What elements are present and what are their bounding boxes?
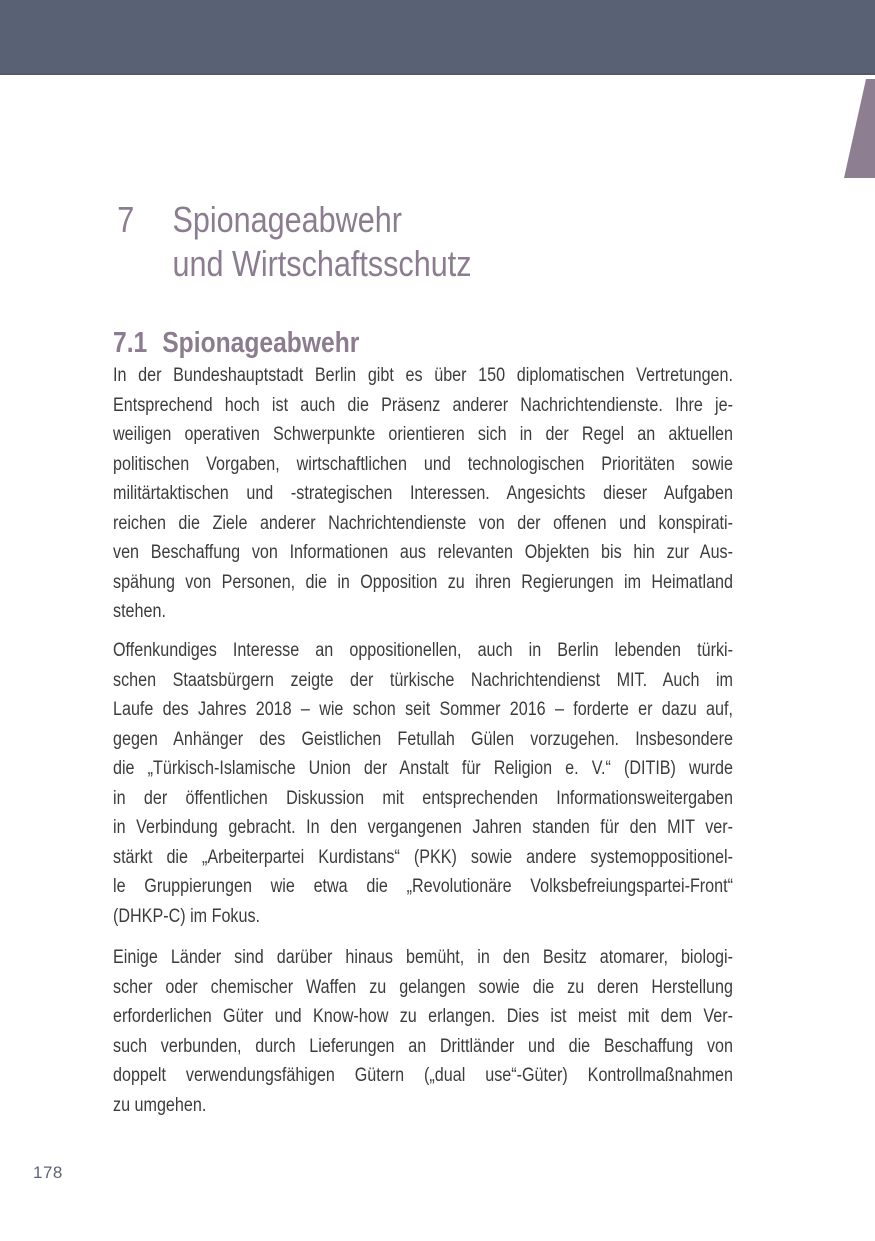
chapter-title-line1: Spionageabwehr bbox=[172, 199, 402, 240]
text-line: (DHKP-C) im Fokus. bbox=[113, 905, 261, 927]
text-line: in der öffentlichen Diskussion mit entsprechenden Informationsweitergaben bbox=[113, 787, 733, 809]
text-line: gegen Anhänger des Geistlichen Fetullah Gülen vorzugehen. Insbesondere bbox=[113, 728, 733, 750]
section-heading bbox=[113, 327, 359, 360]
chapter-number: 7 bbox=[117, 199, 135, 240]
text-line: ven Beschaffung von Informationen aus relevanten Objekten bis hin zur Aus- bbox=[113, 542, 733, 563]
text-line: politischen Vorgaben, wirtschaftlichen und technologischen Prioritäten sowie bbox=[113, 453, 733, 475]
text-line: militärtaktischen und -strategischen Interessen. Angesichts dieser Aufgaben bbox=[113, 483, 733, 504]
body-paragraph-2 bbox=[113, 636, 733, 931]
text-line: stehen. bbox=[113, 601, 166, 622]
section-title: Spionageabwehr bbox=[162, 327, 360, 359]
text-line: scher oder chemischer Waffen zu gelangen sowie die zu deren Herstellung bbox=[113, 976, 733, 998]
text-line: die „Türkisch-Islamische Union der Anstalt für Religion e. V.“ (DITIB) wurde bbox=[113, 758, 733, 779]
page-number: 178 bbox=[33, 1163, 63, 1182]
chapter-title-line2: und Wirtschaftsschutz bbox=[172, 243, 472, 284]
text-line: In der Bundeshauptstadt Berlin gibt es über 150 diplomatischen Vertretungen. bbox=[113, 365, 733, 386]
text-line: Einige Länder sind darüber hinaus bemüht, in den Besitz atomarer, biologi- bbox=[113, 947, 733, 968]
text-line: schen Staatsbürgern zeigte der türkische Nachrichtendienst MIT. Auch im bbox=[113, 669, 733, 691]
text-line: erforderlichen Güter und Know-how zu erlangen. Dies ist meist mit dem Ver- bbox=[113, 1006, 733, 1027]
content-column bbox=[113, 0, 733, 1241]
numeral-seven-shape bbox=[844, 79, 875, 178]
chapter-title bbox=[172, 198, 471, 286]
text-line: doppelt verwendungsfähigen Gütern („dual use“-Güter) Kontrollmaßnahmen bbox=[113, 1065, 733, 1086]
text-line: stärkt die „Arbeiterpartei Kurdistans“ (PKK) sowie andere systemoppositionel- bbox=[113, 846, 733, 868]
text-line: reichen die Ziele anderer Nachrichtendienste von der offenen und konspirati- bbox=[113, 512, 733, 534]
text-line: Entsprechend hoch ist auch die Präsenz anderer Nachrichtendienste. Ihre je- bbox=[113, 394, 733, 416]
text-line: le Gruppierungen wie etwa die „Revolutionäre Volksbefreiungspartei-Front“ bbox=[113, 876, 733, 897]
text-line: such verbunden, durch Lieferungen an Drittländer und die Beschaffung von bbox=[113, 1035, 733, 1057]
body-paragraph-1 bbox=[113, 361, 733, 627]
text-line: zu umgehen. bbox=[113, 1094, 207, 1116]
text-line: spähung von Personen, die in Opposition zu ihren Regierungen im Heimatland bbox=[113, 571, 733, 593]
chapter-numeral-fragment-decoration bbox=[844, 79, 875, 178]
text-line: in Verbindung gebracht. In den vergangenen Jahren standen für den MIT ver- bbox=[113, 817, 733, 838]
text-line: Offenkundiges Interesse an oppositionellen, auch in Berlin lebenden türki- bbox=[113, 640, 733, 661]
chapter-heading bbox=[113, 198, 472, 286]
section-number: 7.1 bbox=[113, 327, 148, 359]
text-line: Laufe des Jahres 2018 – wie schon seit Sommer 2016 – forderte er dazu auf, bbox=[113, 699, 733, 720]
text-line: weiligen operativen Schwerpunkte orientieren sich in der Regel an aktuellen bbox=[113, 424, 733, 445]
body-paragraph-3 bbox=[113, 943, 733, 1120]
